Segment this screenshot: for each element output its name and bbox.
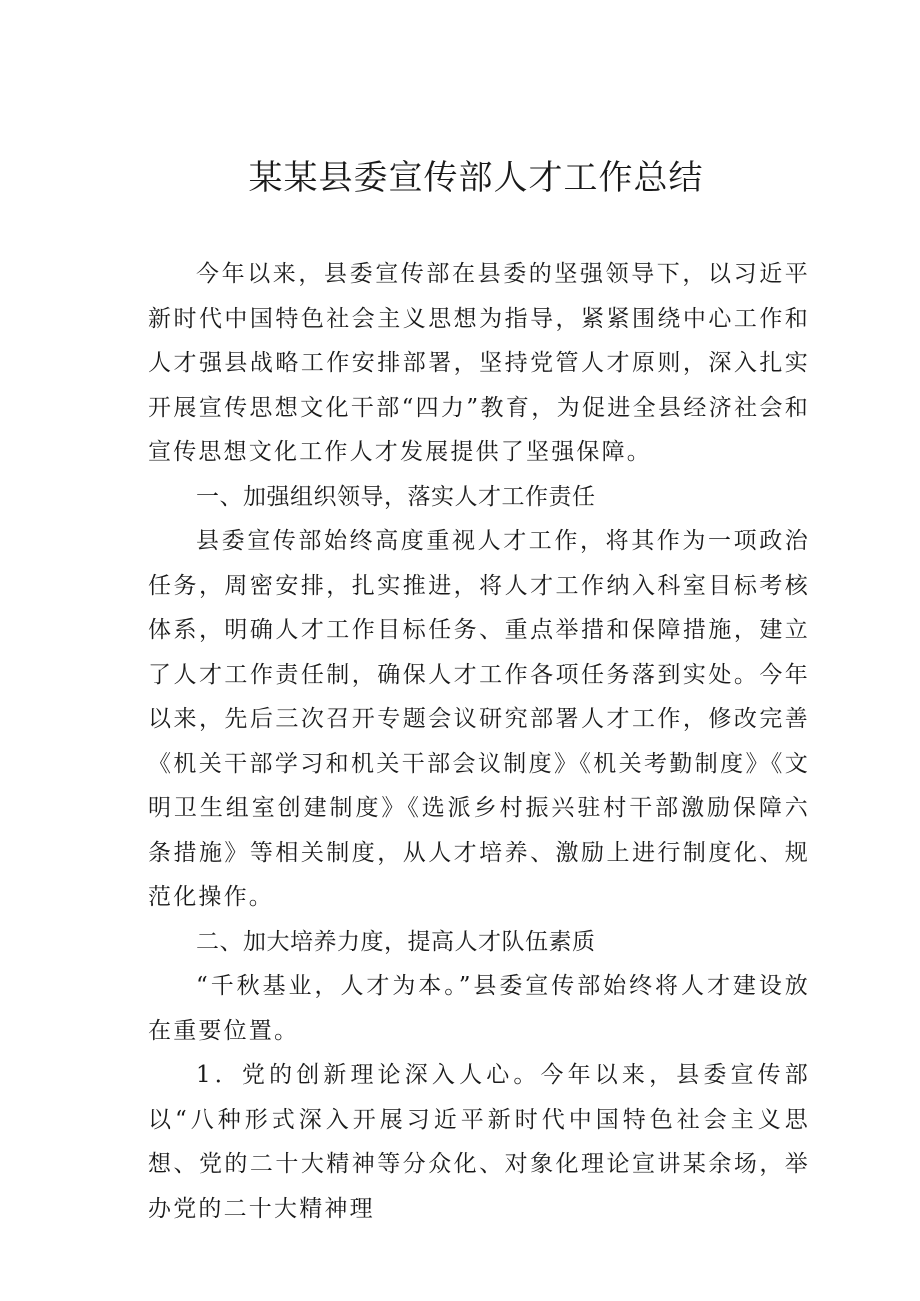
section-1-paragraph: 县委宣传部始终高度重视人才工作，将其作为一项政治任务，周密安排，扎实推进，将人才工作纳入科室目标考核体系，明确人才工作目标任务、重点举措和保障措施，建立了人才工作责任制，确保人才工作各项任务落到实处。今年以来，先后三次召开专题会议研究部署人才工作，修改完善《机关干部学习和机关干部会议制度》《机关考勤制度》《文明卫生组室创建制度》《选派乡村振兴驻村干部激励保障六条措施》等相关制度，从人才培养、激励上进行制度化、规范化操作。 (148, 528, 810, 910)
section-2-item-1-paragraph: 1．党的创新理论深入人心。今年以来，县委宣传部以“八种形式深入开展习近平新时代中国特色社会主义思想、党的二十大精神等分众化、对象化理论宣讲某余场，举办党的二十大精神理 (148, 1062, 810, 1222)
intro-paragraph: 今年以来，县委宣传部在县委的坚强领导下，以习近平新时代中国特色社会主义思想为指导，紧紧围绕中心工作和人才强县战略工作安排部署，坚持党管人才原则，深入扎实开展宣传思想文化干部“四力”教育，为促进全县经济社会和宣传思想文化工作人才发展提供了坚强保障。 (148, 261, 810, 465)
document-title: 某某县委宣传部人才工作总结 (248, 158, 704, 198)
section-heading-1: 一、加强组织领导，落实人才工作责任 (196, 483, 596, 510)
section-2-intro-paragraph: “千秋基业，人才为本。”县委宣传部始终将人才建设放在重要位置。 (148, 973, 810, 1044)
section-heading-2: 二、加大培养力度，提高人才队伍素质 (196, 928, 596, 955)
